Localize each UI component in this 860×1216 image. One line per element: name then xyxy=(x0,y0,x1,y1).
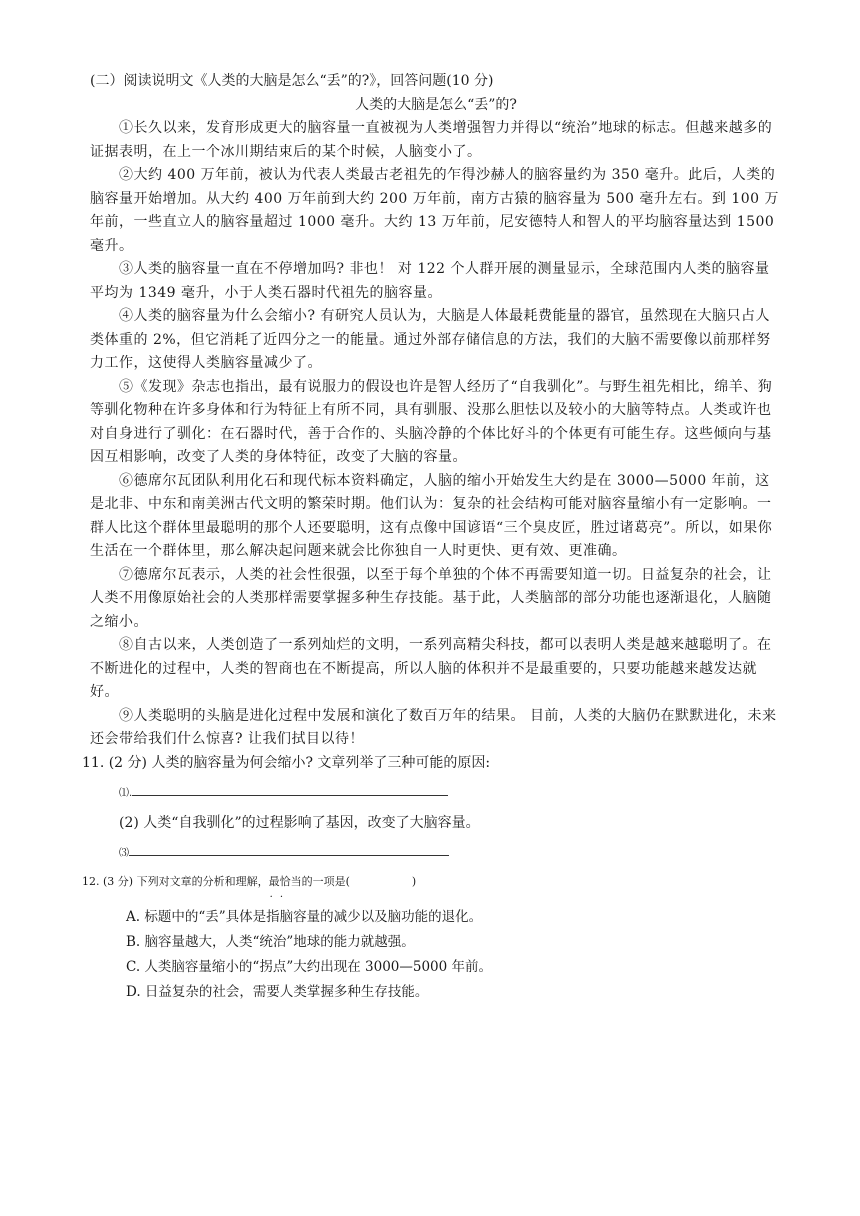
paragraph-8: ⑧自古以来，人类创造了一系列灿烂的文明，一系列高精尖科技，都可以表明人类是越来越聪明了。在不断进化的过程中，人类的智商也在不断提高，所以人脑的体积并不是最重要的，只要功能越来越发达就好。 xyxy=(90,637,772,700)
option-a[interactable]: A. 标题中的“丢”具体是指脑容量的减少以及脑功能的退化。 xyxy=(126,909,483,925)
question-11-answer-1 xyxy=(90,781,780,806)
paragraph-4: ④人类的脑容量为什么会缩小? 有研究人员认为，大脑是人体最耗费能量的器官，虽然现在大脑只占人类体重的 2%，但它消耗了近四分之一的能量。通过外部存储信息的方法，我们的大脑不需要像以前那样努力工作，这使得人类脑容量减少了。 xyxy=(90,308,771,371)
question-12-prompt xyxy=(82,870,780,894)
paragraph-6: ⑥德席尔瓦团队利用化石和现代标本资料确定，人脑的缩小开始发生大约是在 3000—5000 年前，这是北非、中东和南美洲古代文明的繁荣时期。他们认为：复杂的社会结构可能对脑容量缩小有一定影响。一群人比这个群体里最聪明的那个人还要聪明，这有点像中国谚语“三个臭皮匠，胜过诸葛亮”。所以，如果你生活在一个群体里，那么解决起问题来就会比你独自一人时更快、更有效、更准确。 xyxy=(90,472,773,559)
option-d[interactable]: D. 日益复杂的社会，需要人类掌握多种生存技能。 xyxy=(126,984,429,1000)
question-12-options xyxy=(90,905,780,1005)
question-12-text-a: 12. (3 分) 下列对文章的分析和理解， xyxy=(82,874,269,888)
question-12-text-b: 的一项是( xyxy=(301,874,350,888)
question-11-prompt: 11. (2 分) 人类的脑容量为何会缩小? 文章列举了三种可能的原因: xyxy=(82,754,491,771)
option-b[interactable]: B. 脑容量越大，人类“统治”地球的能力就越强。 xyxy=(126,934,415,950)
document-page xyxy=(82,70,780,1005)
answer-1-label: ⑴. xyxy=(119,788,133,799)
paragraph-5: ⑤《发现》杂志也指出，最有说服力的假设也许是智人经历了“自我驯化”。与野生祖先相比，绵羊、狗等驯化物种在许多身体和行为特征上有所不同，具有驯服、没那么胆怯以及较小的大脑等特点。人类或许也对自身进行了驯化：在石器时代，善于合作的、头脑冷静的个体比好斗的个体更有可能生存。这些倾向与基因互相影响，改变了人类的身体特征，改变了大脑的容量。 xyxy=(90,378,773,465)
question-11-item-2: (2) 人类“自我驯化”的过程影响了基因，改变了大脑容量。 xyxy=(119,814,480,831)
paragraph-2: ②大约 400 万年前，被认为代表人类最古老祖先的乍得沙赫人的脑容量约为 350 毫升。此后，人类的脑容量开始增加。从大约 400 万年前到大约 200 万年前，南方古猿的脑容量为 500 毫升左右。到 100 万年前，一些直立人的脑容量超过 1000 毫升。大约 13 万年前，尼安德特人和智人的平均脑容量达到 1500 毫升。 xyxy=(90,167,779,254)
paragraph-7: ⑦德席尔瓦表示，人类的社会性很强，以至于每个单独的个体不再需要知道一切。日益复杂的社会，让人类不用像原始社会的人类那样需要掌握多种生存技能。基于此，人类脑部的部分功能也逐渐退化，人脑随之缩小。 xyxy=(90,566,772,630)
section-heading: (二）阅读说明文《人类的大脑是怎么“丢”的?》，回答问题(10 分) xyxy=(90,73,494,89)
answer-3-label: ⑶ xyxy=(119,848,129,859)
option-c[interactable]: C. 人类脑容量缩小的“拐点”大约出现在 3000—5000 年前。 xyxy=(126,959,493,975)
answer-1-blank[interactable] xyxy=(132,781,448,796)
question-12-emphasis: 最恰当 · · xyxy=(269,875,302,888)
paragraph-1: ①长久以来，发育形成更大的脑容量一直被视为人类增强智力并得以“统治”地球的标志。但越来越多的证据表明，在上一个冰川期结束后的某个时候，人脑变小了。 xyxy=(90,120,773,160)
question-12-text-c: ) xyxy=(411,874,417,888)
paragraph-9: ⑨人类聪明的头脑是进化过程中发展和演化了数百万年的结果。 目前，人类的大脑仍在默默进化，未来还会带给我们什么惊喜? 让我们拭目以待！ xyxy=(90,707,777,747)
paragraph-3: ③人类的脑容量一直在不停增加吗? 非也！ 对 122 个人群开展的测量显示，全球范围内人类的脑容量平均为 1349 毫升，小于人类石器时代祖先的脑容量。 xyxy=(90,261,770,301)
article-title: 人类的大脑是怎么“丢”的? xyxy=(355,96,517,113)
question-11-answer-3 xyxy=(90,841,780,866)
answer-3-blank[interactable] xyxy=(129,841,449,856)
